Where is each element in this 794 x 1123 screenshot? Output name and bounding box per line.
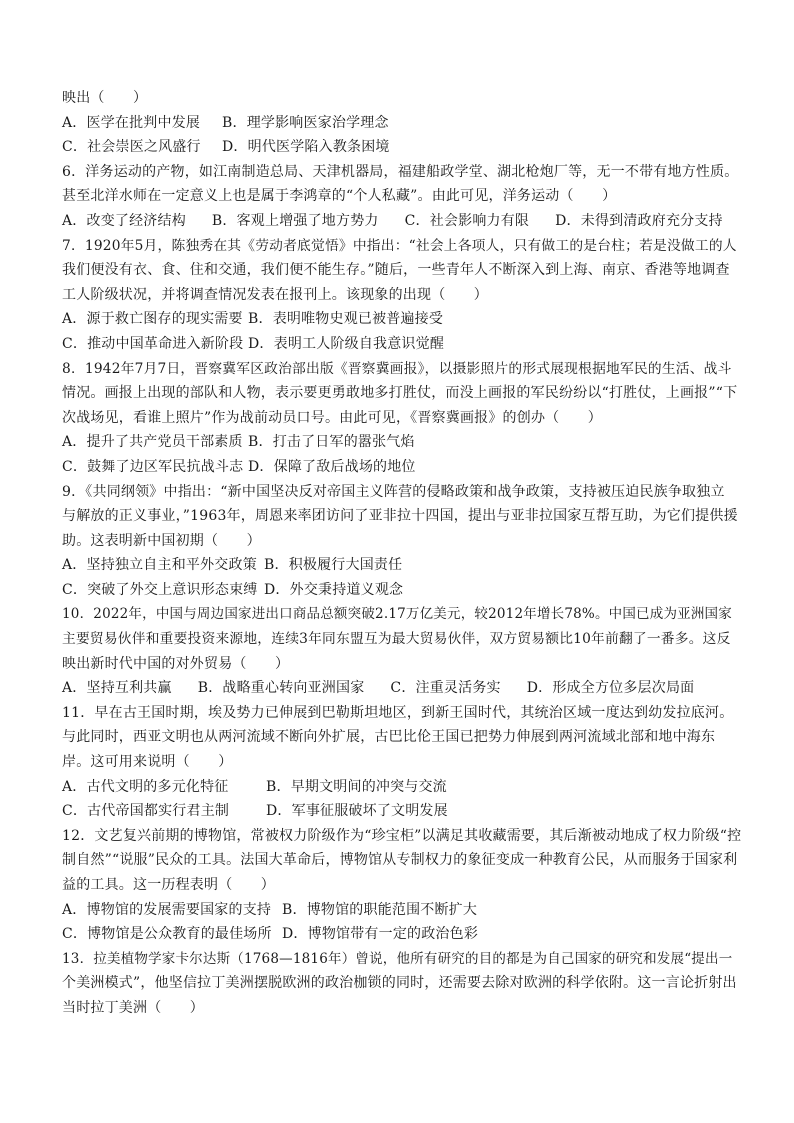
question-stem-line: 7．1920年5月，陈独秀在其《劳动者底觉悟》中指出：“社会上各项人，只有做工的是台柱；若是没做工的人 [62,237,737,254]
answer-option: A．源于救亡图存的现实需要 [62,311,243,328]
answer-option: B．理学影响医家治学理念 [222,114,389,131]
question-stem-line: 主要贸易伙伴和重要投资来源地，连续3年同东盟互为最大贸易伙伴，双方贸易额比10年前翻了一番多。这反 [62,631,731,648]
answer-option: C．博物馆是公众教育的最佳场所 [62,926,272,943]
answer-option: C．社会影响力有限 [404,212,530,229]
option-row [62,307,742,332]
answer-option: C．鼓舞了边区军民抗战斗志 [62,458,244,475]
answer-option: A．医学在批判中发展 [62,114,201,131]
option-row [62,430,742,455]
answer-option: C．注重灵活务实 [390,680,501,697]
question-stem-line: 个美洲模式”，他坚信拉丁美洲摆脱欧洲的政治枷锁的同时，还需要去除对欧洲的科学依附。这一言论折射出 [62,975,737,992]
question-stem-line: 10．2022年，中国与周边国家进出口商品总额突破2.17万亿美元，较2012年增长78%。中国已成为亚洲国家 [62,606,732,623]
answer-option: C．社会崇医之风盛行 [62,139,201,156]
answer-option: A．提升了共产党员干部素质 [62,434,243,451]
answer-option: C．突破了外交上意识形态束缚 [62,581,258,598]
question-stem-line: 13．拉美植物学家卡尔达斯（1768—1816年）曾说，他所有研究的目的都是为自己国家的研究和发展“提出一 [62,950,733,967]
option-row [62,111,742,136]
option-row [62,553,742,578]
answer-option: B．积极履行大国责任 [264,557,403,574]
exam-page [62,86,742,1021]
question-stem-line: 情况。画报上出现的部队和人物，表示要更勇敢地多打胜仗，而没上画报的军民纷纷以“打胜仗，上画报”“下 [62,385,738,402]
question-stem-line: 制自然”“说服”民众的工具。法国大革命后，博物馆从专制权力的象征变成一种教育公民，从而服务于国家利 [62,852,738,869]
question-block [62,480,742,603]
question-stem-line: 12．文艺复兴前期的博物馆，常被权力阶级作为“珍宝柜”以满足其收藏需要，其后渐被动地成了权力阶级“控 [62,827,742,844]
answer-option: A．改变了经济结构 [62,212,186,229]
question-stem-line: 当时拉丁美洲（ ） [62,999,204,1016]
question-block [62,234,742,357]
question-stem-line: 9．《共同纲领》中指出：“新中国坚决反对帝国主义阵营的侵略政策和战争政策，支持被压迫民族争取独立 [62,483,725,500]
question-block [62,357,742,480]
answer-option: D．表明工人阶级自我意识觉醒 [248,335,445,352]
option-row [62,135,742,160]
answer-option: A．古代文明的多元化特征 [62,778,229,795]
question-block [62,701,742,824]
question-stem-line: 次战场见，看谁上照片”作为战前动员口号。由此可见，《晋察冀画报》的创办（ ） [62,409,602,426]
question-stem-line: 与解放的正义事业，”1963年，周恩来率团访问了亚非拉十四国，提出与亚非拉国家互帮互助，为它们提供援 [62,508,738,525]
option-row [62,898,742,923]
answer-option: D．明代医学陷入教条困境 [222,139,390,156]
question-stem-line: 8．1942年7月7日，晋察冀军区政治部出版《晋察冀画报》，以摄影照片的形式展现根据地军民的生活、战斗 [62,360,732,377]
answer-option: B．博物馆的职能范围不断扩大 [282,901,478,918]
question-stem-line: 助。这表明新中国初期（ ） [62,532,261,549]
answer-option: B．战略重心转向亚洲国家 [197,680,365,697]
question-stem-line: 6．洋务运动的产物，如江南制造总局、天津机器局，福建船政学堂、湖北枪炮厂等，无一不带有地方性质。 [62,163,739,180]
option-row [62,799,742,824]
answer-option: D．形成全方位多层次局面 [526,680,695,697]
answer-option: A．坚持互利共赢 [62,680,172,697]
option-row [62,775,742,800]
option-row [62,922,742,947]
answer-option: A．坚持独立自主和平外交政策 [62,557,257,574]
question-stem-line: 甚至北洋水师在一定意义上也是属于李鸿章的“个人私藏”。由此可见，洋务运动（ ） [62,188,617,205]
question-stem-line: 映出新时代中国的对外贸易（ ） [62,655,290,672]
question-block [62,824,742,947]
answer-option: C．推动中国革命进入新阶段 [62,335,244,352]
answer-option: A．博物馆的发展需要国家的支持 [62,901,272,918]
answer-option: B．客观上增强了地方势力 [211,212,379,229]
option-row [62,455,742,480]
question-stem-line: 岸。这可用来说明（ ） [62,754,233,771]
answer-option: D．军事征服破坏了文明发展 [266,803,448,820]
question-stem-line: 映出（ ） [62,90,148,106]
answer-option: C．古代帝国都实行君主制 [62,803,230,820]
answer-option: D．未得到清政府充分支持 [555,212,723,229]
question-block [62,947,742,1021]
answer-option: D．博物馆带有一定的政治色彩 [282,926,479,943]
answer-option: D．外交秉持道义观念 [264,581,404,598]
question-block [62,160,742,234]
option-row [62,209,742,234]
answer-option: B．早期文明间的冲突与交流 [266,778,447,795]
question-block [62,86,742,160]
question-stem-line: 11．早在古王国时期，埃及势力已伸展到巴勒斯坦地区，到新王国时代，其统治区域一度达到幼发拉底河。 [62,704,734,721]
question-stem-line: 与此同时，西亚文明也从两河流域不断向外扩展，古巴比伦王国已把势力伸展到两河流域北部和地中海东 [62,729,716,746]
question-stem-line: 工人阶级状况，并将调查情况发表在报刊上。该现象的出现（ ） [62,286,488,303]
question-stem-line: 我们便没有衣、食、住和交通，我们便不能生存。”随后，一些青年人不断深入到上海、南京、香港等地调查 [62,262,730,279]
option-row [62,578,742,603]
option-row [62,332,742,357]
answer-option: B．表明唯物史观已被普遍接受 [248,311,444,328]
answer-option: D．保障了敌后战场的地位 [248,458,416,475]
option-row [62,676,742,701]
answer-option: B．打击了日军的嚣张气焰 [248,434,415,451]
question-stem-line: 益的工具。这一历程表明（ ） [62,877,275,893]
question-block [62,602,742,700]
